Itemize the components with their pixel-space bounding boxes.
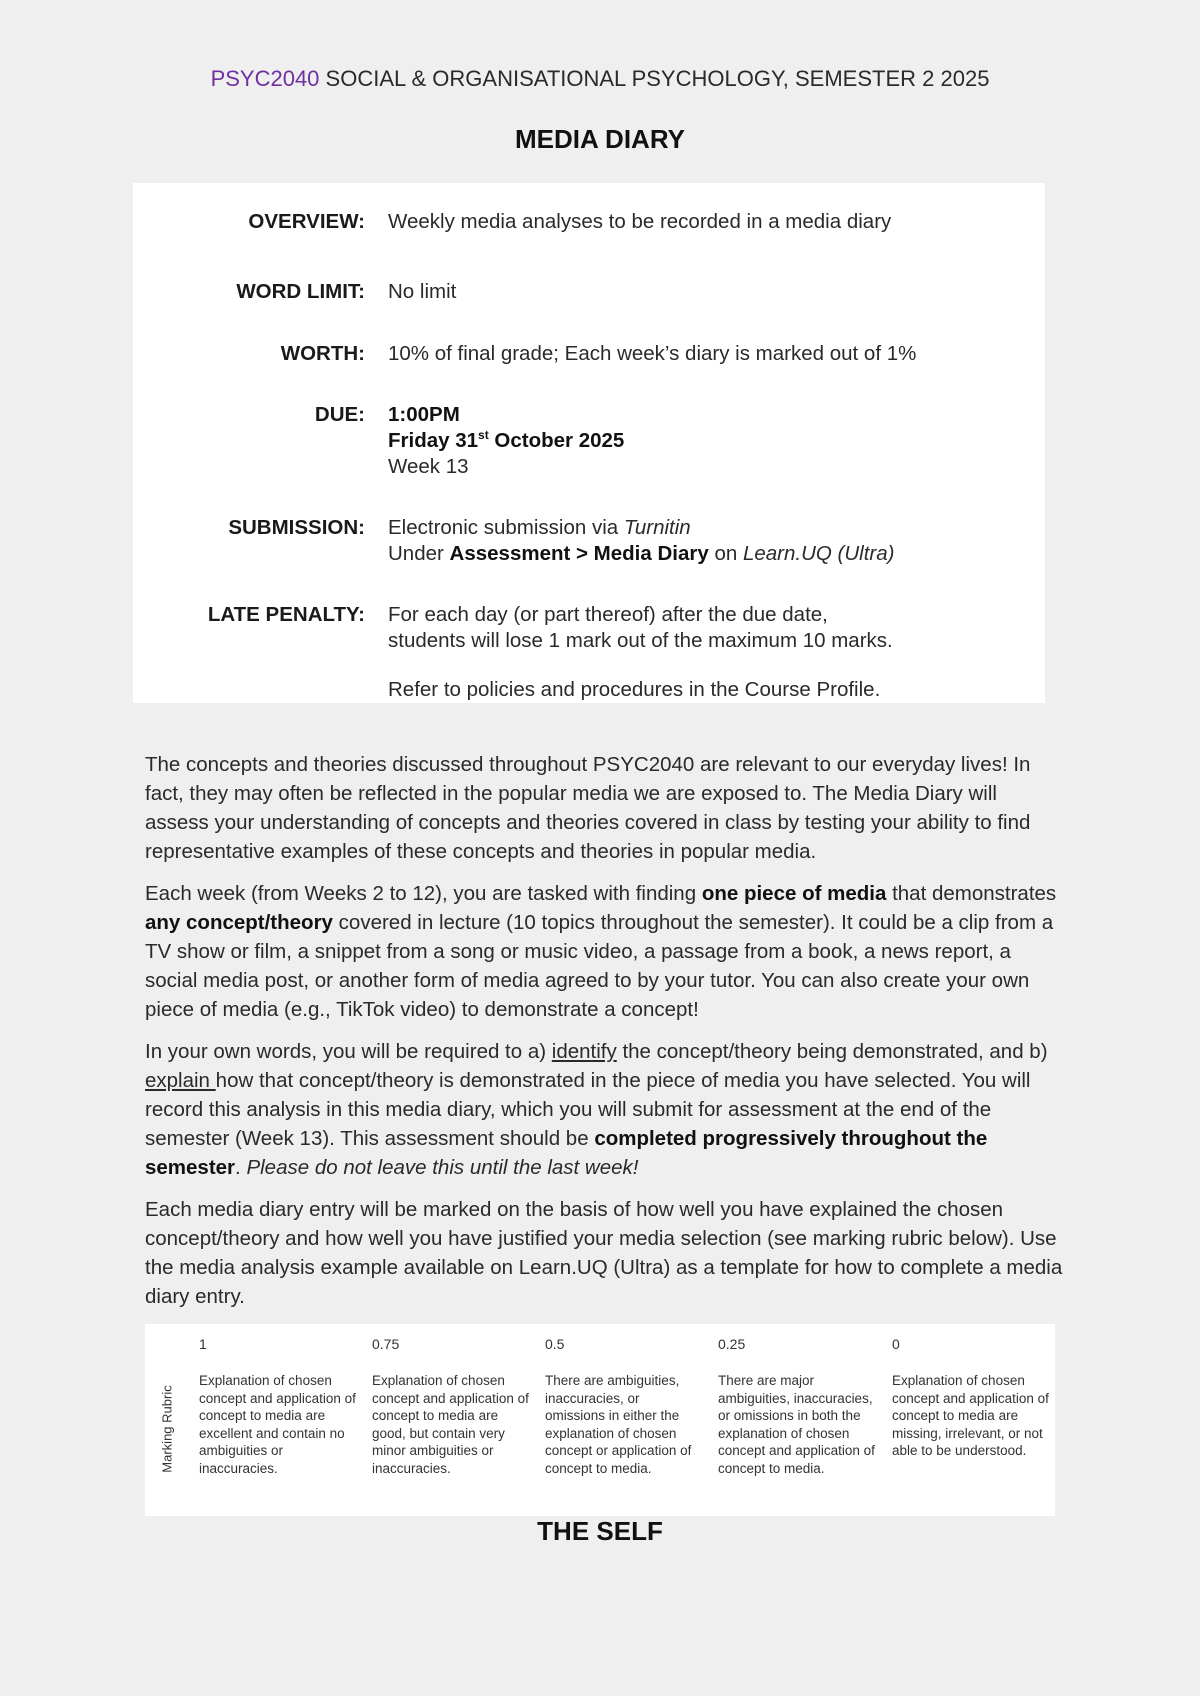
turnitin-name: Turnitin <box>623 516 691 539</box>
text-span: how that concept/theory is demonstrated in the piece of media you have selected. You will record this analysis in this media diary, which you will submit for assessment at the end of the semester (Week 13). This assessment should be <box>145 1069 1031 1150</box>
course-header <box>0 66 1200 92</box>
task-paragraph <box>145 879 1065 1024</box>
underlined-text: identify <box>551 1040 617 1063</box>
text-span: In your own words, you will be required to a) <box>145 1040 552 1063</box>
text-span: Each week (from Weeks 2 to 12), you are tasked with finding <box>145 882 702 905</box>
section-heading: THE SELF <box>537 1516 663 1546</box>
rubric-description: Explanation of chosen concept and application of concept to media are missing, irrelevant, or not able to be understood. <box>892 1373 1049 1458</box>
rubric-column <box>372 1336 530 1477</box>
submission-value <box>388 515 1028 567</box>
late-penalty-label: LATE PENALTY: <box>207 603 365 626</box>
rubric-score: 0 <box>892 1336 900 1352</box>
rubric-description: There are ambiguities, inaccuracies, or omissions in either the explanation of chosen concept or application of concept to media. <box>545 1373 692 1476</box>
marking-paragraph: Each media diary entry will be marked on the basis of how well you have explained the chosen concept/theory and how well you have justified your media selection (see marking rubric below). Use the media analysis example available on Learn.UQ (Ultra) as a template for how to complete a media diary entry. <box>145 1198 1063 1308</box>
rubric-side-label-wrap <box>157 1385 177 1473</box>
overview-value: Weekly media analyses to be recorded in a media diary <box>388 210 892 233</box>
course-code: PSYC2040 <box>210 66 320 91</box>
due-day: Friday 31 <box>388 429 479 452</box>
rubric-side-label: Marking Rubric <box>159 1385 175 1473</box>
rubric-column <box>199 1336 357 1477</box>
submission-on-text: on <box>708 542 743 565</box>
marking-rubric-table <box>145 1324 1055 1516</box>
emphasis-text: one piece of media <box>701 882 887 905</box>
word-limit-value: No limit <box>388 280 457 303</box>
requirements-paragraph <box>145 1037 1065 1182</box>
text-span: covered in lecture (10 topics throughout the semester). It could be a clip from a TV show or film, a snippet from a song or music video, a passage from a book, a news report, a social media post, or another form of media agreed to by your tutor. You can also create your own piece of media (e.g., TikTok video) to demonstrate a concept! <box>145 911 1054 1021</box>
late-penalty-value <box>388 602 1028 703</box>
learn-uq-name: Learn.UQ (Ultra) <box>742 542 895 565</box>
submission-text: Electronic submission via <box>388 516 624 539</box>
worth-label: WORTH: <box>280 342 365 365</box>
text-span: . <box>235 1156 247 1179</box>
due-week: Week 13 <box>388 455 469 478</box>
due-label: DUE: <box>314 403 365 426</box>
intro-paragraph: The concepts and theories discussed throughout PSYC2040 are relevant to our everyday lives! In fact, they may often be reflected in the popular media we are exposed to. The Media Diary will assess your understanding of concepts and theories covered in class by testing your ability to find representative examples of these concepts and theories in popular media. <box>145 753 1031 863</box>
rubric-score: 0.5 <box>545 1336 565 1352</box>
course-name: SOCIAL & ORGANISATIONAL PSYCHOLOGY, SEMESTER 2 2025 <box>319 66 990 91</box>
submission-under-text: Under <box>388 542 450 565</box>
document-title: MEDIA DIARY <box>515 124 685 154</box>
emphasis-text: any concept/theory <box>145 911 333 934</box>
assessment-info-box <box>133 183 1045 703</box>
rubric-score: 0.25 <box>718 1336 746 1352</box>
rubric-score: 0.75 <box>372 1336 400 1352</box>
text-span: that demonstrates <box>886 882 1057 905</box>
rubric-column <box>545 1336 703 1477</box>
overview-label: OVERVIEW: <box>248 210 365 233</box>
due-month-year: October 2025 <box>488 429 625 452</box>
underlined-text: explain <box>145 1069 216 1092</box>
rubric-column <box>718 1336 876 1477</box>
text-span: the concept/theory being demonstrated, and b) <box>616 1040 1048 1063</box>
late-penalty-line: For each day (or part thereof) after the due date, <box>388 603 828 626</box>
rubric-description: There are major ambiguities, inaccuracies, or omissions in both the explanation of chosen concept and application of concept to media. <box>718 1373 875 1476</box>
instructions-body <box>145 750 1065 1324</box>
due-day-suffix: st <box>478 428 489 443</box>
rubric-description: Explanation of chosen concept and application of concept to media are good, but contain very minor ambiguities or inaccuracies. <box>372 1373 529 1476</box>
submission-label: SUBMISSION: <box>228 516 365 539</box>
word-limit-label: WORD LIMIT: <box>236 280 365 303</box>
worth-value: 10% of final grade; Each week’s diary is marked out of 1% <box>388 342 917 365</box>
rubric-description: Explanation of chosen concept and application of concept to media are excellent and contain no ambiguities or inaccuracies. <box>199 1373 356 1476</box>
due-value <box>388 402 1028 480</box>
rubric-score: 1 <box>199 1336 207 1352</box>
policy-reference: Refer to policies and procedures in the Course Profile. <box>388 678 881 701</box>
submission-path: Assessment > Media Diary <box>449 542 709 565</box>
italic-text: Please do not leave this until the last week! <box>246 1156 639 1179</box>
emphasis-text: completed progressively throughout the semester <box>145 1127 988 1179</box>
rubric-column <box>892 1336 1050 1460</box>
late-penalty-line: students will lose 1 mark out of the maximum 10 marks. <box>388 629 893 652</box>
due-time: 1:00PM <box>388 403 460 426</box>
